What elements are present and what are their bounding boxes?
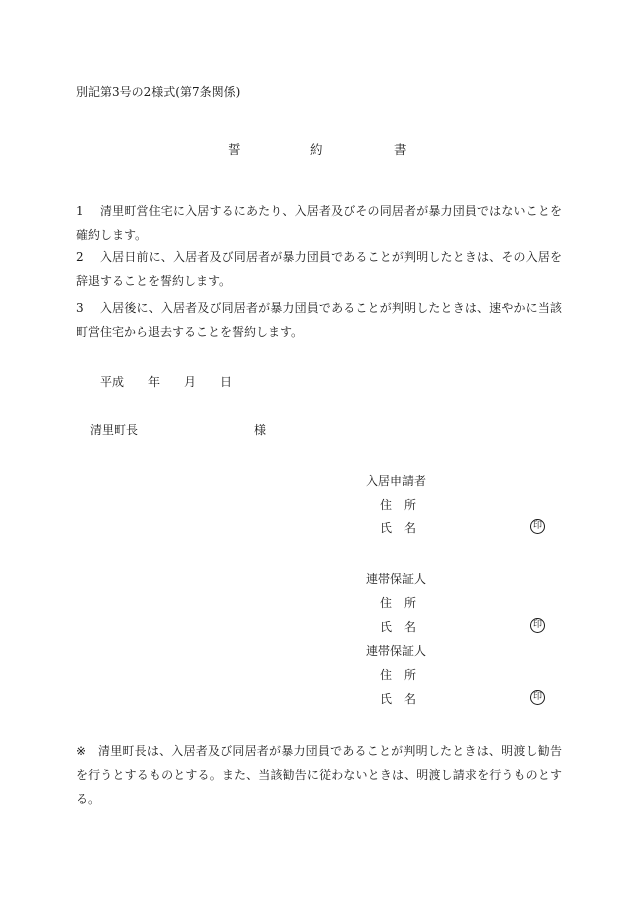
item-number: 2 <box>76 250 84 264</box>
seal-mark: 印 <box>530 690 545 705</box>
pledge-item-2 <box>76 246 562 293</box>
seal-mark: 印 <box>530 618 545 633</box>
applicant-address-label: 住 所 <box>380 498 417 512</box>
item-text: 清里町営住宅に入居するにあたり、入居者及びその同居者が暴力団員ではないことを確約します。 <box>76 204 562 242</box>
guarantor-name-label: 氏 名 <box>380 692 417 706</box>
applicant-name-label: 氏 名 <box>380 521 417 535</box>
title-char-3: 書 <box>394 142 407 157</box>
guarantor-name-label: 氏 名 <box>380 620 417 634</box>
date-day: 日 <box>220 375 233 389</box>
guarantor-address-label: 住 所 <box>380 668 417 682</box>
form-label: 別記第3号の2様式(第7条関係) <box>76 85 241 99</box>
title-char-1: 誓 <box>228 142 241 157</box>
item-number: 3 <box>76 301 84 315</box>
item-number: 1 <box>76 204 84 218</box>
note-mark: ※ <box>76 744 87 758</box>
seal-mark: 印 <box>530 519 545 534</box>
item-text: 入居後に、入居者及び同居者が暴力団員であることが判明したときは、速やかに当該町営住宅から退去することを誓約します。 <box>76 301 562 339</box>
date-month: 月 <box>184 375 197 389</box>
addressee-honorific: 様 <box>254 423 267 437</box>
title-char-2: 約 <box>310 142 323 157</box>
date-era: 平成 <box>100 375 125 389</box>
guarantor-address-label: 住 所 <box>380 596 417 610</box>
guarantor-heading: 連帯保証人 <box>366 644 427 658</box>
addressee-name: 清里町長 <box>90 423 139 437</box>
pledge-item-1 <box>76 200 562 247</box>
note-text: 清里町長は、入居者及び同居者が暴力団員であることが判明したときは、明渡し勧告を行うとするものとする。また、当該勧告に従わないときは、明渡し請求を行うものとする。 <box>76 744 562 806</box>
guarantor-heading: 連帯保証人 <box>366 572 427 586</box>
item-text: 入居日前に、入居者及び同居者が暴力団員であることが判明したときは、その入居を辞退することを誓約します。 <box>76 250 562 288</box>
applicant-heading: 入居申請者 <box>366 474 427 488</box>
footnote <box>76 739 562 811</box>
date-year: 年 <box>148 375 161 389</box>
pledge-item-3 <box>76 297 562 344</box>
